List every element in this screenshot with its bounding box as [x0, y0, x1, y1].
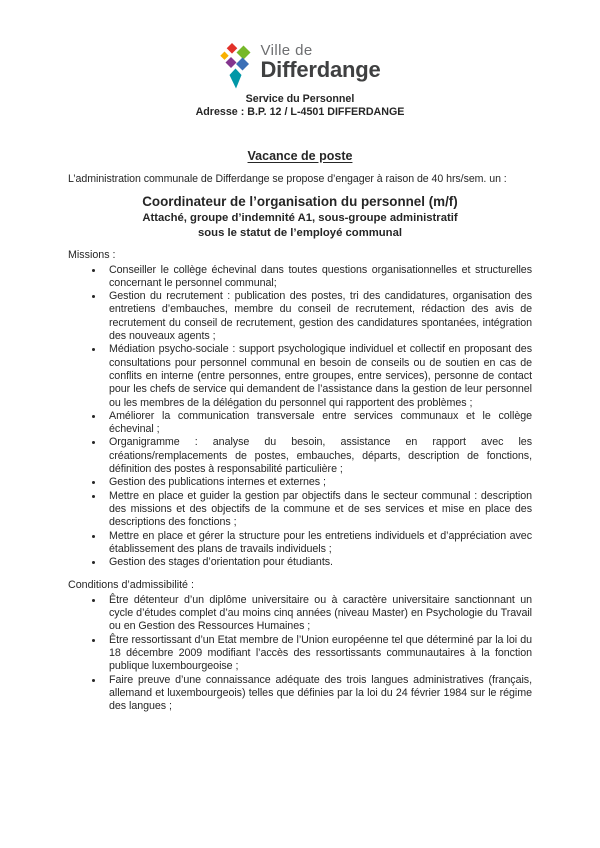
service-line: Service du Personnel	[245, 93, 355, 105]
city-logo	[68, 42, 532, 89]
list-item: • Gestion des stages d’orientation pour étudiants.	[104, 556, 532, 569]
list-item: • Conseiller le collège échevinal dans toutes questions organisationnelles et structurelles concernant le personnel communal;	[104, 264, 532, 291]
logo-text-ville-de: Ville de	[260, 42, 313, 59]
list-item: • Être ressortissant d’un Etat membre de l’Union européenne tel que déterminé par la loi du 18 décembre 2009 modifiant l’accès des ressortissants communautaires à la fonction publique luxembourgeoise ;	[104, 634, 532, 674]
conditions-section-label: Conditions d’admissibilité :	[68, 579, 194, 592]
missions-section-label: Missions :	[68, 249, 116, 262]
logo-wordmark	[260, 42, 380, 81]
job-title-line2: Attaché, groupe d’indemnité A1, sous-groupe administratif	[142, 212, 458, 225]
missions-list	[68, 264, 532, 570]
conditions-list	[68, 594, 532, 714]
differdange-pin-logo-icon	[219, 42, 253, 89]
list-item: • Gestion du recrutement : publication des postes, tri des candidatures, organisation des entretiens d’embauches, membre du conseil de recrutement, rédaction des avis de recrutement du conseil de recrutement, gestion des candidatures spontanées, intégration des nouveaux agents ;	[104, 290, 532, 343]
list-item: • Organigramme : analyse du besoin, assistance en rapport avec les créations/remplacements de postes, embauches, départs, description de fonctions, définition des postes à responsabilité particulière ;	[104, 436, 532, 476]
list-item: • Être détenteur d’un diplôme universitaire ou à caractère universitaire sanctionnant un cycle d’études complet d’au moins cinq années (niveau Master) en Psychologie du Travail ou en Gestion des Ressources Humaines ;	[104, 594, 532, 634]
job-title-line1: Coordinateur de l’organisation du personnel (m/f)	[142, 194, 458, 210]
list-item: • Mettre en place et guider la gestion par objectifs dans le secteur communal : description des missions et des objectifs de la commune et de ses services et mise en place des descriptions des fonctions ;	[104, 490, 532, 530]
list-item: • Améliorer la communication transversale entre services communaux et le collège échevinal ;	[104, 410, 532, 437]
list-item: • Médiation psycho-sociale : support psychologique individuel et collectif en proposant des consultations pour personnel communal en besoin de conseils ou de soutien en cas de conflits en interne (entre personnes, entre groupes, entre services), personne de contact pour les chefs de service qui demandent de l’assistance dans la gestion de leur personnel ou les membres de la délégation du personnel qui rapportent des problèmes ;	[104, 343, 532, 409]
intro-paragraph: L’administration communale de Differdange se propose d’engager à raison de 40 hrs/sem. un :	[68, 173, 507, 185]
job-title-line3: sous le statut de l’employé communal	[197, 227, 403, 240]
address-line: Adresse : B.P. 12 / L-4501 DIFFERDANGE	[195, 106, 405, 118]
logo-text-differdange: Differdange	[260, 57, 381, 82]
list-item: • Mettre en place et gérer la structure pour les entretiens individuels et d’appréciation avec établissement des plans de travails individuels ;	[104, 530, 532, 557]
document-header	[68, 42, 532, 119]
list-item: • Gestion des publications internes et externes ;	[104, 476, 532, 489]
list-item: • Faire preuve d’une connaissance adéquate des trois langues administratives (français, allemand et luxembourgeois) telles que définies par la loi du 24 février 1984 sur le régime des langues ;	[104, 674, 532, 714]
job-title-block	[68, 194, 532, 240]
page-title: Vacance de poste	[247, 149, 353, 163]
